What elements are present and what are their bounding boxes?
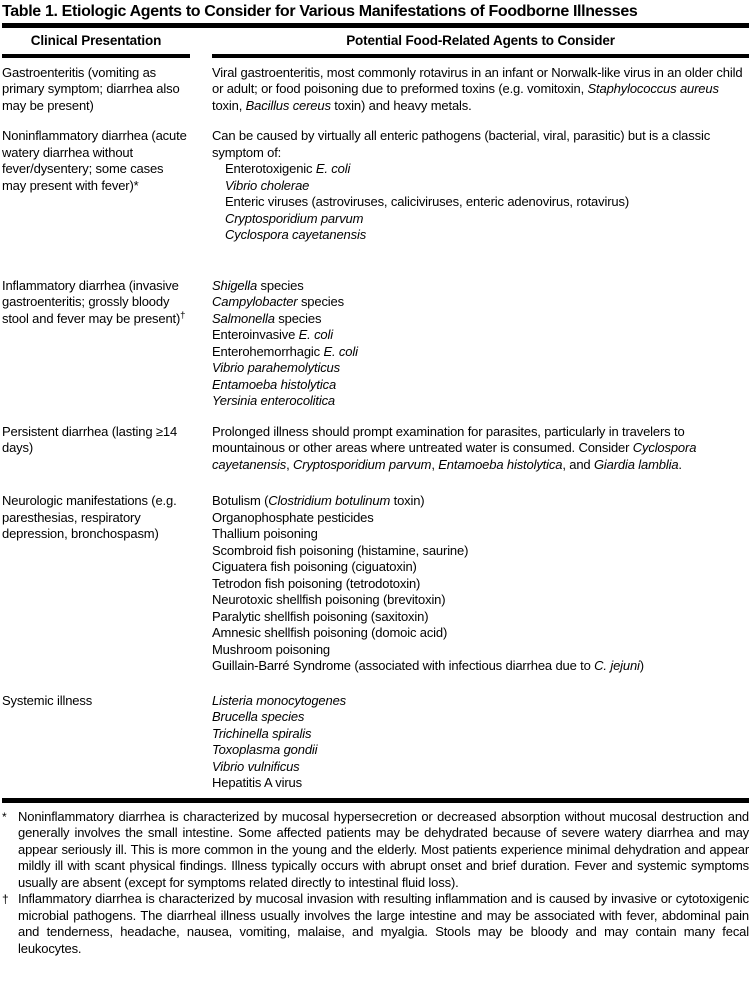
text-segment: Scombroid fish poisoning (histamine, saurine) — [212, 542, 469, 558]
agent-line — [212, 526, 749, 543]
agent-line — [212, 609, 749, 626]
agent-line — [212, 576, 749, 593]
text-segment: C. jejuni — [594, 658, 640, 673]
footnotes-section — [2, 803, 749, 958]
text-segment: Cyclospora cayetanensis — [225, 227, 367, 242]
agent-line — [212, 128, 749, 161]
agent-line — [212, 360, 749, 377]
text-segment: . — [678, 456, 682, 472]
text-segment: Cryptosporidium parvum — [293, 456, 432, 472]
text-segment: Enteroinvasive — [212, 327, 299, 342]
table-body — [2, 58, 749, 792]
agent-line — [212, 642, 749, 659]
text-segment: Inflammatory diarrhea (invasive gastroenteritis; grossly bloody stool and fever may be present) — [2, 277, 181, 326]
agents-cell — [212, 493, 749, 675]
text-segment: toxin) — [390, 493, 425, 508]
text-segment: Tetrodon fish poisoning (tetrodotoxin) — [212, 575, 421, 591]
text-segment: Vibrio parahemolyticus — [212, 360, 340, 375]
table-title: Table 1. Etiologic Agents to Consider for Various Manifestations of Foodborne Illnesses — [2, 3, 638, 20]
text-segment: Listeria monocytogenes — [212, 692, 346, 708]
agent-line — [212, 726, 749, 743]
text-segment: Systemic illness — [2, 692, 93, 708]
text-segment: E. coli — [315, 161, 351, 176]
text-segment: E. coli — [323, 343, 358, 359]
text-segment: species — [257, 277, 304, 293]
text-segment: Entamoeba histolytica — [438, 456, 563, 472]
agent-line — [212, 559, 749, 576]
text-segment: , — [286, 456, 294, 472]
text-segment: Entamoeba histolytica — [212, 376, 337, 392]
text-segment: Yersinia enterocolitica — [212, 393, 336, 408]
text-segment: Guillain-Barré Syndrome (associated with infectious diarrhea due to — [212, 658, 595, 673]
text-segment: Vibrio vulnificus — [212, 758, 300, 774]
agent-line — [212, 759, 749, 776]
agents-cell — [212, 278, 749, 410]
agent-line — [212, 424, 749, 474]
text-segment: toxin) and heavy metals. — [330, 97, 472, 113]
text-segment: Vibrio cholerae — [225, 177, 310, 193]
agent-line — [212, 709, 749, 726]
agent-line — [212, 377, 749, 394]
text-segment: species — [297, 294, 344, 309]
text-segment: Clostridium botulinum — [268, 493, 391, 508]
table-row — [2, 424, 749, 474]
text-segment: Neurologic manifestations (e.g. paresthesias, respiratory depression, bronchospasm) — [2, 493, 177, 541]
text-segment: Enteric viruses (astroviruses, caliciviruses, enteric adenovirus, rotavirus) — [225, 194, 630, 209]
table-row — [2, 65, 749, 115]
agent-line — [212, 327, 749, 344]
agent-line — [212, 294, 749, 311]
text-segment: Noninflammatory diarrhea (acute watery diarrhea without fever/dysentery; some cases may present with fever)* — [2, 128, 187, 193]
agent-line — [212, 278, 749, 295]
agent-line — [212, 625, 749, 642]
table-row — [2, 278, 749, 410]
text-segment: Can be caused by virtually all enteric pathogens (bacterial, viral, parasitic) but is a classic symptom of: — [212, 128, 711, 160]
agents-cell — [212, 693, 749, 792]
text-segment: Persistent diarrhea (lasting ≥14 days) — [2, 423, 178, 455]
text-segment: Enterotoxigenic — [225, 161, 316, 176]
agent-line — [212, 211, 749, 228]
agent-line — [212, 178, 749, 195]
table-row — [2, 693, 749, 792]
footnote — [2, 891, 749, 957]
column-header-row — [2, 28, 749, 58]
text-segment: Trichinella spiralis — [212, 725, 312, 741]
clinical-presentation-cell — [2, 128, 190, 244]
agents-cell — [212, 128, 749, 244]
text-segment: Mushroom poisoning — [212, 641, 330, 657]
footnote — [2, 809, 749, 892]
text-segment: ) — [639, 658, 644, 673]
text-segment: Staphylococcus aureus — [587, 81, 719, 96]
text-segment: Campylobacter — [212, 294, 298, 309]
text-segment: toxin, — [212, 97, 246, 113]
text-segment: † — [180, 309, 186, 321]
agent-line — [212, 510, 749, 527]
text-segment: Paralytic shellfish poisoning (saxitoxin) — [212, 608, 429, 624]
text-segment: Thallium poisoning — [212, 526, 318, 541]
agent-line — [212, 227, 749, 244]
clinical-presentation-cell — [2, 693, 190, 792]
text-segment: Cyclospora cayetanensis — [212, 440, 697, 472]
footnote-text: Inflammatory diarrhea is characterized by mucosal invasion with resulting inflammation and is caused by invasive or cytotoxigenic microbial pathogens. The diarrheal illness usually involves the large intestine and may be associated with fever, abdominal pain and tenderness, headache, nausea, vomiting, malaise, and myalgia. Stools may be bloody and may contain many fecal leukocytes. — [18, 891, 749, 956]
text-segment: Organophosphate pesticides — [212, 509, 374, 525]
agent-line — [212, 393, 749, 410]
text-segment: Bacillus cereus — [245, 97, 331, 113]
text-segment: Neurotoxic shellfish poisoning (brevitoxin) — [212, 592, 446, 607]
agents-cell — [212, 424, 749, 474]
text-segment: Amnesic shellfish poisoning (domoic acid) — [212, 625, 448, 640]
column-header-potential-agents: Potential Food-Related Agents to Consider — [212, 28, 749, 58]
agent-line — [212, 742, 749, 759]
agent-line — [212, 194, 749, 211]
text-segment: Hepatitis A virus — [212, 775, 302, 790]
text-segment: E. coli — [298, 327, 333, 342]
footnote-marker: † — [2, 892, 9, 906]
text-segment: Cryptosporidium parvum — [225, 210, 364, 226]
text-segment: Ciguatera fish poisoning (ciguatoxin) — [212, 559, 417, 574]
text-segment: Prolonged illness should prompt examination for parasites, particularly in travelers to mountainous or other areas where untreated water is consumed. Consider — [212, 423, 685, 455]
text-segment: Toxoplasma gondii — [212, 742, 318, 757]
clinical-presentation-cell — [2, 424, 190, 474]
table-row — [2, 128, 749, 244]
agent-line — [212, 311, 749, 328]
clinical-presentation-cell — [2, 278, 190, 410]
table-row — [2, 493, 749, 675]
text-segment: Salmonella — [212, 310, 275, 326]
agent-line — [212, 693, 749, 710]
footnote-marker: * — [2, 809, 7, 824]
footnote-text: Noninflammatory diarrhea is characterized by mucosal hypersecretion or decreased absorption without mucosal destruction and generally involves the small intestine. Some affected patients may be dehydrated because of severe watery diarrhea and may appear seriously ill. This is more common in the young and the elderly. Most patients experience minimal dehydration and appear mildly ill with scant physical findings. Illness typically occurs with abrupt onset and brief duration. Fever and systemic symptoms usually are absent (except for symptoms related directly to intestinal fluid loss). — [18, 808, 749, 890]
text-segment: Botulism ( — [212, 493, 269, 508]
clinical-presentation-cell — [2, 493, 190, 675]
text-segment: Giardia lamblia — [593, 456, 679, 472]
agent-line — [212, 775, 749, 792]
agent-line — [212, 592, 749, 609]
text-segment: species — [274, 310, 322, 326]
agent-line — [212, 543, 749, 560]
text-segment: , — [431, 456, 439, 472]
agent-line — [212, 658, 749, 675]
text-segment: Gastroenteritis (vomiting as primary symptom; diarrhea also may be present) — [2, 64, 180, 113]
text-segment: Enterohemorrhagic — [212, 343, 324, 359]
agents-cell — [212, 65, 749, 115]
text-segment: Viral gastroenteritis, most commonly rotavirus in an infant or Norwalk-like virus in an older child or adult; or food poisoning due to preformed toxins (e.g. vomitoxin, — [212, 64, 743, 96]
agent-line — [212, 344, 749, 361]
column-header-clinical-presentation: Clinical Presentation — [2, 28, 190, 58]
agent-line — [212, 65, 749, 115]
agent-line — [212, 161, 749, 178]
text-segment: , and — [562, 456, 594, 472]
text-segment: Shigella — [212, 277, 258, 293]
agent-line — [212, 493, 749, 510]
text-segment: Brucella species — [212, 709, 305, 724]
clinical-presentation-cell — [2, 65, 190, 115]
